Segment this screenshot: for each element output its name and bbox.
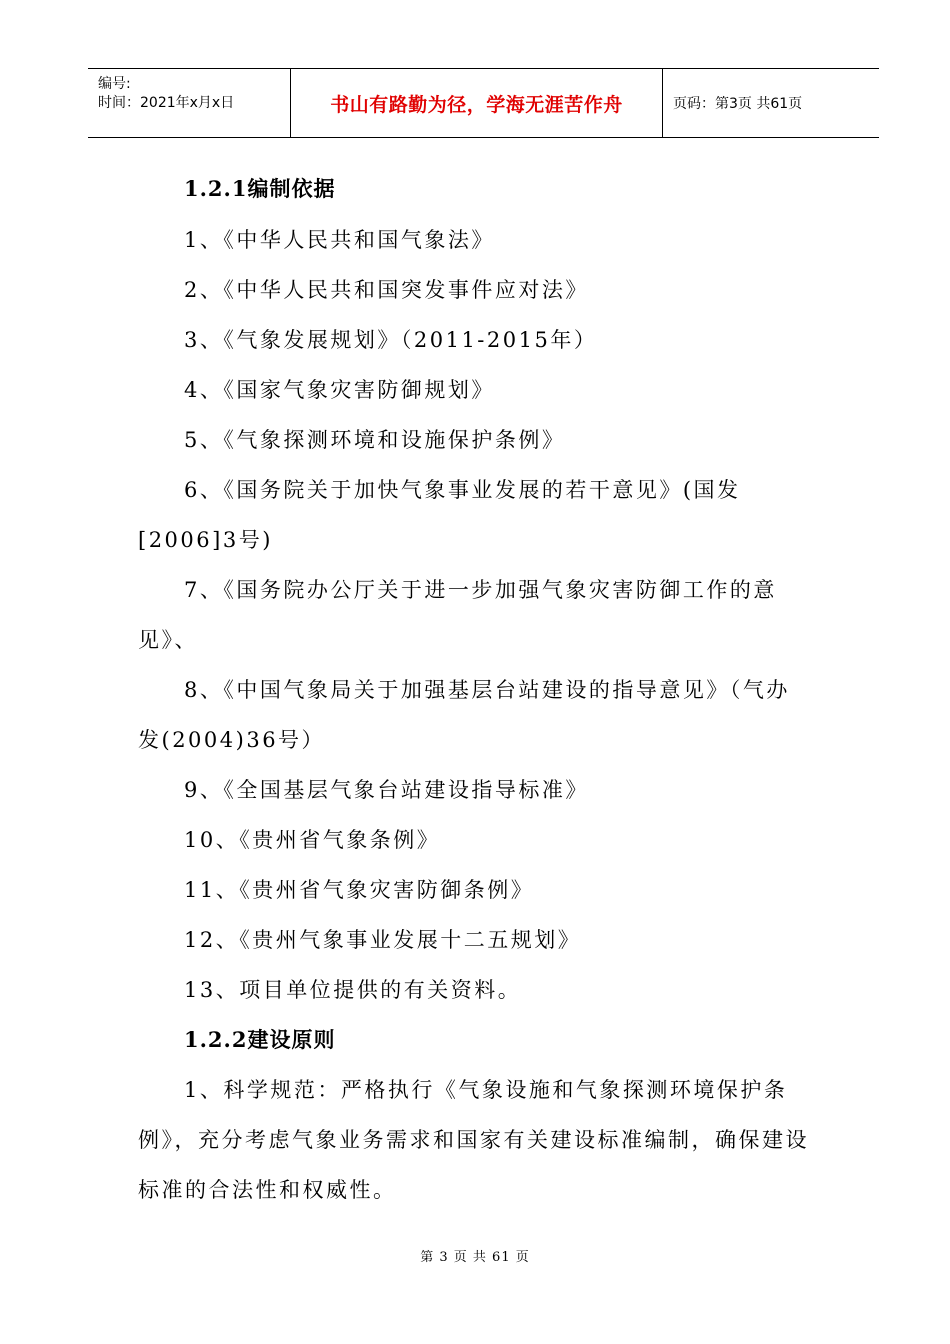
basis-item: 4、《国家气象灾害防御规划》 xyxy=(184,378,495,402)
header-page-number: 页码：第3页 共61页 xyxy=(673,96,803,112)
basis-item: 1、《中华人民共和国气象法》 xyxy=(184,228,495,252)
basis-item: 10、《贵州省气象条例》 xyxy=(184,828,441,852)
basis-item-continuation: 见》、 xyxy=(138,628,198,652)
principle-line: 例》，充分考虑气象业务需求和国家有关建设标准编制，确保建设 xyxy=(138,1128,809,1152)
page-footer: 第 3 页 共 61 页 xyxy=(420,1250,530,1265)
basis-item: 7、《国务院办公厅关于进一步加强气象灾害防御工作的意 xyxy=(184,578,777,602)
header-motto: 书山有路勤为径，学海无涯苦作舟 xyxy=(291,69,663,137)
basis-item: 11、《贵州省气象灾害防御条例》 xyxy=(184,878,535,902)
basis-item: 3、《气象发展规划》（2011-2015年） xyxy=(184,328,598,352)
principle-line: 标准的合法性和权威性。 xyxy=(138,1178,397,1202)
basis-item: 8、《中国气象局关于加强基层台站建设的指导意见》（气办 xyxy=(184,678,790,702)
principle-line: 1、科学规范：严格执行《气象设施和气象探测环境保护条 xyxy=(184,1078,788,1102)
section-heading-basis: 1.2.1编制依据 xyxy=(184,176,336,201)
header-meta xyxy=(88,69,291,137)
basis-item: 5、《气象探测环境和设施保护条例》 xyxy=(184,428,566,452)
document-time-label: 时间：2021年x月x日 xyxy=(98,95,235,111)
page-header xyxy=(88,68,879,138)
section-heading-principles: 1.2.2建设原则 xyxy=(184,1027,336,1052)
basis-item: 13、项目单位提供的有关资料。 xyxy=(184,978,522,1002)
document-number-label: 编号: xyxy=(98,76,131,92)
basis-item: 9、《全国基层气象台站建设指导标准》 xyxy=(184,778,589,802)
basis-item-continuation: 发(2004)36号） xyxy=(138,728,326,752)
basis-item: 6、《国务院关于加快气象事业发展的若干意见》(国发 xyxy=(184,478,741,502)
basis-item-continuation: [2006]3号) xyxy=(138,528,273,552)
basis-item: 12、《贵州气象事业发展十二五规划》 xyxy=(184,928,582,952)
basis-item: 2、《中华人民共和国突发事件应对法》 xyxy=(184,278,589,302)
